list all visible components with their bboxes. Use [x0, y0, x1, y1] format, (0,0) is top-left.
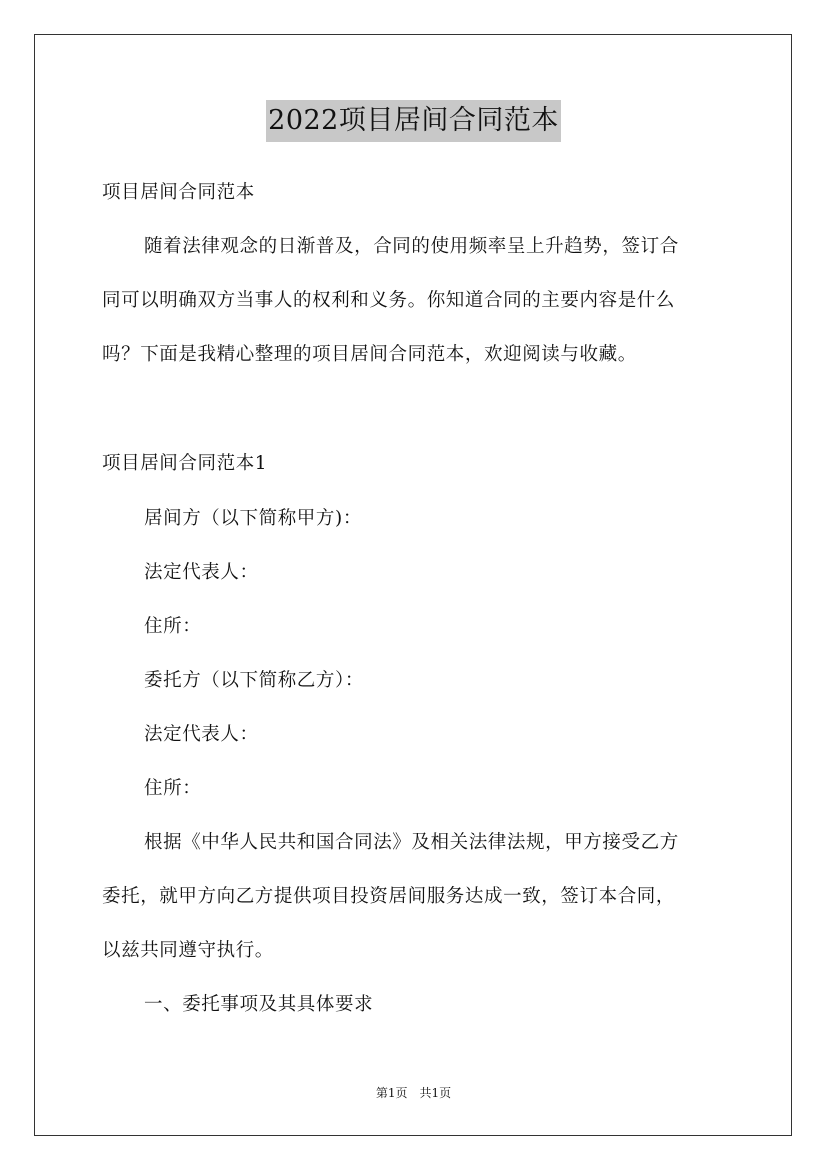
party-b-address: 住所：: [144, 778, 202, 799]
party-b-representative: 法定代表人：: [144, 724, 259, 745]
party-a-label: 居间方（以下简称甲方)：: [144, 508, 362, 529]
party-b-label: 委托方（以下简称乙方）：: [144, 670, 364, 691]
basis-line-2: 委托，就甲方向乙方提供项目投资居间服务达成一致，签订本合同，: [102, 886, 676, 907]
title-container: [0, 100, 827, 142]
party-a-address: 住所：: [144, 616, 202, 637]
basis-line-3: 以兹共同遵守执行。: [102, 940, 274, 961]
intro-line-2: 同可以明确双方当事人的权利和义务。你知道合同的主要内容是什么: [102, 290, 676, 311]
clause-1-heading: 一、委托事项及其具体要求: [144, 994, 374, 1015]
document-title: 2022项目居间合同范本: [266, 100, 561, 142]
basis-line-1: 根据《中华人民共和国合同法》及相关法律法规，甲方接受乙方: [144, 832, 679, 853]
intro-line-1: 随着法律观念的日渐普及，合同的使用频率呈上升趋势，签订合: [144, 236, 679, 257]
document-subtitle: 项目居间合同范本: [102, 182, 255, 203]
intro-line-3: 吗？下面是我精心整理的项目居间合同范本，欢迎阅读与收藏。: [102, 344, 637, 365]
section-heading: 项目居间合同范本1: [102, 453, 268, 474]
page-footer: 第1页 共1页: [375, 1086, 452, 1100]
party-a-representative: 法定代表人：: [144, 562, 259, 583]
